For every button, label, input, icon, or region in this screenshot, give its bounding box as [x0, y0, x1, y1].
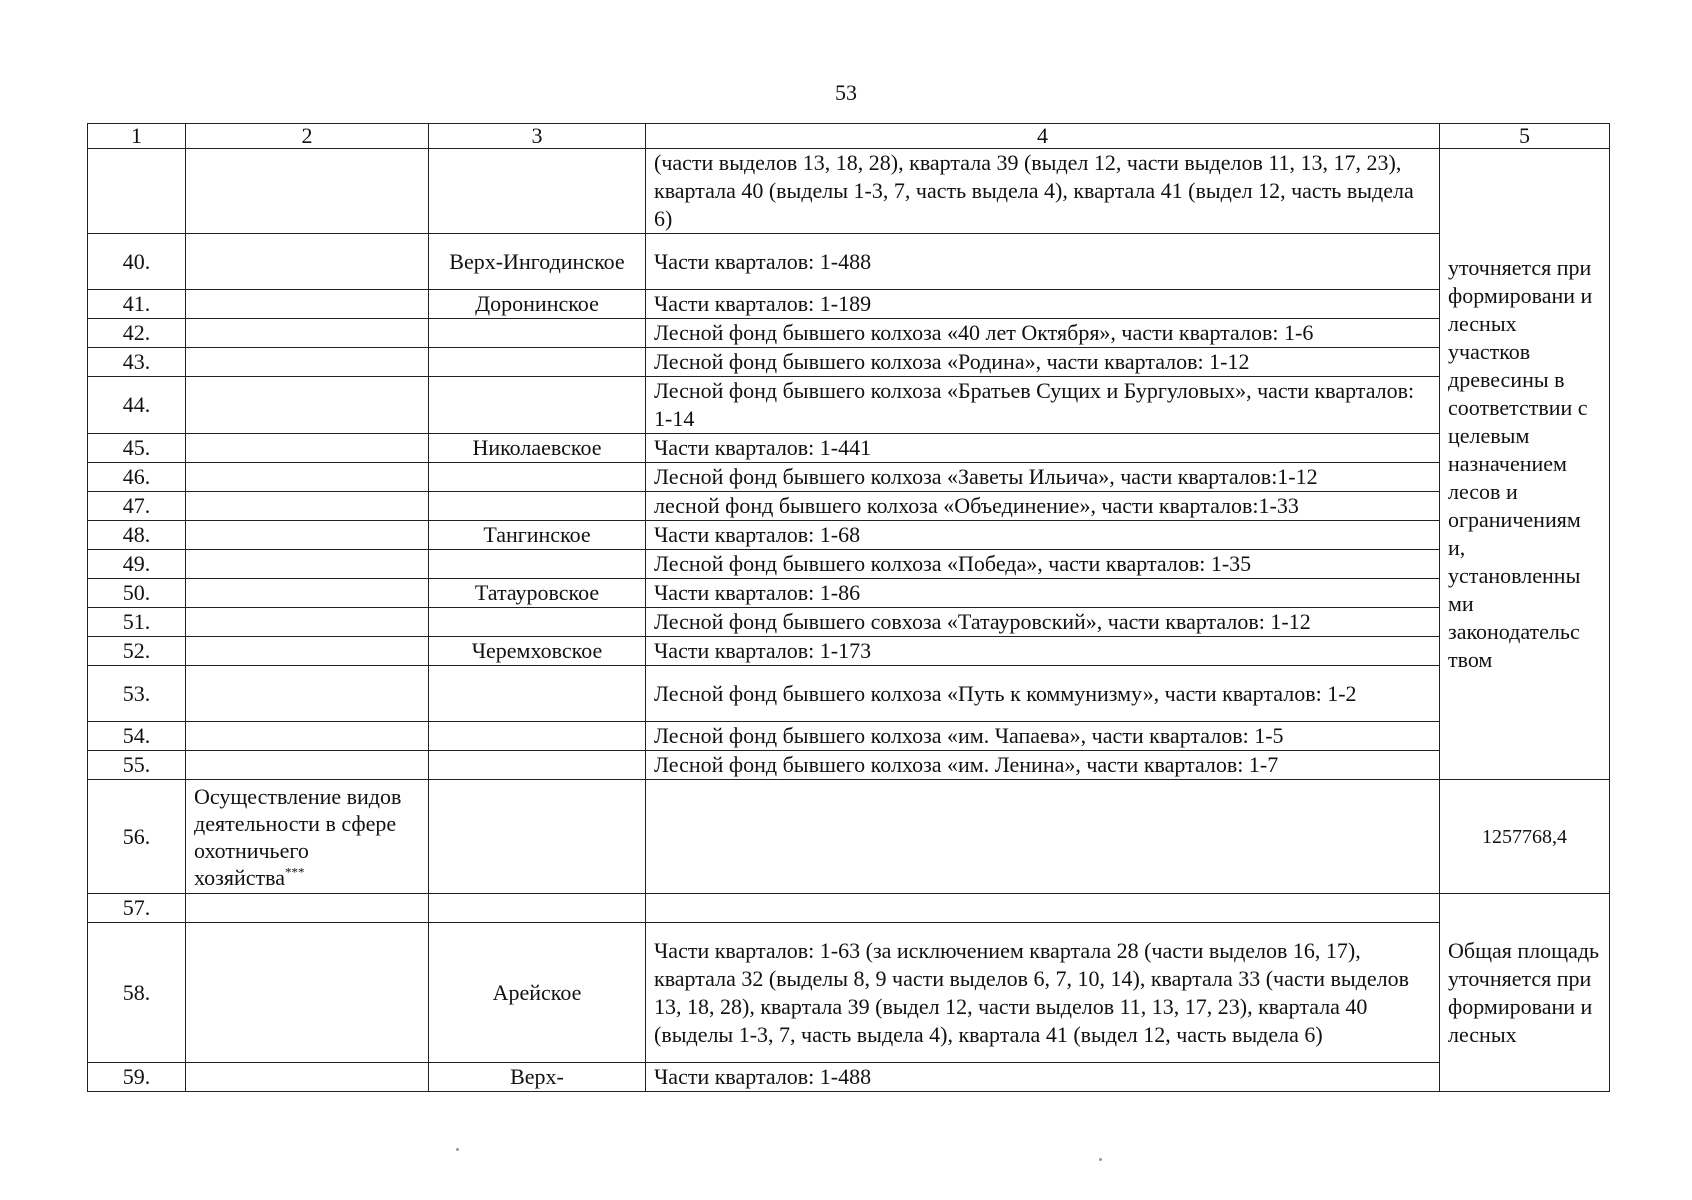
district-forestry: [429, 666, 646, 722]
activity-type: [186, 637, 429, 666]
activity-type: [186, 434, 429, 463]
quarters-description: [646, 894, 1440, 923]
table-row: [88, 521, 1610, 550]
row-number: 58.: [88, 923, 186, 1063]
district-forestry: [429, 319, 646, 348]
quarters-description: Части кварталов: 1-189: [646, 290, 1440, 319]
activity-type: [186, 751, 429, 780]
row-number: [88, 149, 186, 234]
total-area: 1257768,4: [1440, 780, 1610, 894]
table-row: [88, 666, 1610, 722]
quarters-description: Части кварталов: 1-488: [646, 234, 1440, 290]
activity-type: [186, 290, 429, 319]
quarters-description: Части кварталов: 1-173: [646, 637, 1440, 666]
header-col-2: 2: [186, 124, 429, 149]
table-row: [88, 434, 1610, 463]
row-number: 51.: [88, 608, 186, 637]
quarters-description: Части кварталов: 1-441: [646, 434, 1440, 463]
district-forestry: [429, 751, 646, 780]
row-number: 55.: [88, 751, 186, 780]
row-number: 40.: [88, 234, 186, 290]
quarters-description: [646, 780, 1440, 894]
quarters-description: Лесной фонд бывшего колхоза «Путь к коммунизму», части кварталов: 1-2: [646, 666, 1440, 722]
activity-type-text: Осуществление видов деятельности в сфере охотничьего хозяйства: [194, 783, 402, 890]
district-forestry: Верх-: [429, 1063, 646, 1092]
district-forestry: [429, 608, 646, 637]
row-number: 50.: [88, 579, 186, 608]
row-number: 42.: [88, 319, 186, 348]
quarters-description: лесной фонд бывшего колхоза «Объединение», части кварталов:1-33: [646, 492, 1440, 521]
quarters-description: Лесной фонд бывшего колхоза «им. Ленина», части кварталов: 1-7: [646, 751, 1440, 780]
activity-type: [186, 666, 429, 722]
row-number: 41.: [88, 290, 186, 319]
table-row: [88, 579, 1610, 608]
table-row: [88, 463, 1610, 492]
table-row: [88, 780, 1610, 894]
activity-type: [186, 579, 429, 608]
quarters-description: Лесной фонд бывшего колхоза «Победа», части кварталов: 1-35: [646, 550, 1440, 579]
scan-speck: [1099, 1158, 1102, 1161]
district-forestry: Верх-Ингодинское: [429, 234, 646, 290]
table-row: [88, 550, 1610, 579]
district-forestry: Татауровское: [429, 579, 646, 608]
table-row: [88, 492, 1610, 521]
row-number: 48.: [88, 521, 186, 550]
row-number: 43.: [88, 348, 186, 377]
row-number: 49.: [88, 550, 186, 579]
table-row: [88, 637, 1610, 666]
activity-type: [186, 234, 429, 290]
area-note: Общая площадь уточняется при формировани и лесных: [1440, 894, 1610, 1092]
district-forestry: [429, 463, 646, 492]
row-number: 56.: [88, 780, 186, 894]
activity-type: [186, 463, 429, 492]
header-col-1: 1: [88, 124, 186, 149]
district-forestry: [429, 894, 646, 923]
table-row: [88, 348, 1610, 377]
forest-plots-table: [87, 123, 1610, 1092]
table-row: [88, 894, 1610, 923]
district-forestry: [429, 492, 646, 521]
table-row: [88, 149, 1610, 234]
quarters-description: Лесной фонд бывшего колхоза «40 лет Октября», части кварталов: 1-6: [646, 319, 1440, 348]
table-row: [88, 751, 1610, 780]
district-forestry: Тангинское: [429, 521, 646, 550]
table-row: [88, 234, 1610, 290]
activity-type: [186, 492, 429, 521]
district-forestry: Доронинское: [429, 290, 646, 319]
footnote-mark: ***: [285, 864, 305, 880]
table-row: [88, 608, 1610, 637]
quarters-description: Лесной фонд бывшего колхоза «Родина», части кварталов: 1-12: [646, 348, 1440, 377]
table-row: [88, 1063, 1610, 1092]
district-forestry: [429, 149, 646, 234]
table-row: [88, 722, 1610, 751]
header-col-5: 5: [1440, 124, 1610, 149]
district-forestry: [429, 348, 646, 377]
page-number: 53: [835, 80, 857, 105]
district-forestry: Арейское: [429, 923, 646, 1063]
district-forestry: [429, 722, 646, 751]
activity-type: [186, 894, 429, 923]
quarters-description: Лесной фонд бывшего совхоза «Татауровский», части кварталов: 1-12: [646, 608, 1440, 637]
district-forestry: Черемховское: [429, 637, 646, 666]
activity-type: [186, 377, 429, 434]
table-row: [88, 923, 1610, 1063]
quarters-description: Части кварталов: 1-86: [646, 579, 1440, 608]
activity-type: [186, 722, 429, 751]
district-forestry: [429, 780, 646, 894]
header-col-4: 4: [646, 124, 1440, 149]
row-number: 46.: [88, 463, 186, 492]
table-row: [88, 319, 1610, 348]
table-header-row: [88, 124, 1610, 149]
row-number: 45.: [88, 434, 186, 463]
header-col-3: 3: [429, 124, 646, 149]
activity-type: [186, 780, 429, 894]
table-row: [88, 290, 1610, 319]
district-forestry: [429, 377, 646, 434]
activity-type: [186, 521, 429, 550]
row-number: 57.: [88, 894, 186, 923]
row-number: 54.: [88, 722, 186, 751]
area-note: уточняется при формировани и лесных участков древесины в соответствии с целевым назначением лесов и ограничениям и, установленны ми законодательс твом: [1440, 149, 1610, 780]
activity-type: [186, 1063, 429, 1092]
quarters-description: Лесной фонд бывшего колхоза «им. Чапаева», части кварталов: 1-5: [646, 722, 1440, 751]
table-row: [88, 377, 1610, 434]
quarters-description: Части кварталов: 1-488: [646, 1063, 1440, 1092]
quarters-description: Лесной фонд бывшего колхоза «Заветы Ильича», части кварталов:1-12: [646, 463, 1440, 492]
district-forestry: [429, 550, 646, 579]
district-forestry: Николаевское: [429, 434, 646, 463]
row-number: 52.: [88, 637, 186, 666]
row-number: 53.: [88, 666, 186, 722]
quarters-description: (части выделов 13, 18, 28), квартала 39 (выдел 12, части выделов 11, 13, 17, 23), квартала 40 (выделы 1-3, 7, часть выдела 4), квартала 41 (выдел 12, часть выдела 6): [646, 149, 1440, 234]
row-number: 59.: [88, 1063, 186, 1092]
activity-type: [186, 149, 429, 234]
row-number: 44.: [88, 377, 186, 434]
scan-speck: [456, 1148, 459, 1151]
activity-type: [186, 319, 429, 348]
activity-type: [186, 348, 429, 377]
activity-type: [186, 923, 429, 1063]
quarters-description: Лесной фонд бывшего колхоза «Братьев Сущих и Бургуловых», части кварталов: 1-14: [646, 377, 1440, 434]
activity-type: [186, 608, 429, 637]
quarters-description: Части кварталов: 1-68: [646, 521, 1440, 550]
activity-type: [186, 550, 429, 579]
quarters-description: Части кварталов: 1-63 (за исключением квартала 28 (части выделов 16, 17), квартала 32 (выделы 8, 9 части выделов 6, 7, 10, 14), квартала 33 (части выделов 13, 18, 28), квартала 39 (выдел 12, части выделов 11, 13, 17, 23), квартала 40 (выделы 1-3, 7, часть выдела 4), квартала 41 (выдел 12, часть выдела 6): [646, 923, 1440, 1063]
row-number: 47.: [88, 492, 186, 521]
